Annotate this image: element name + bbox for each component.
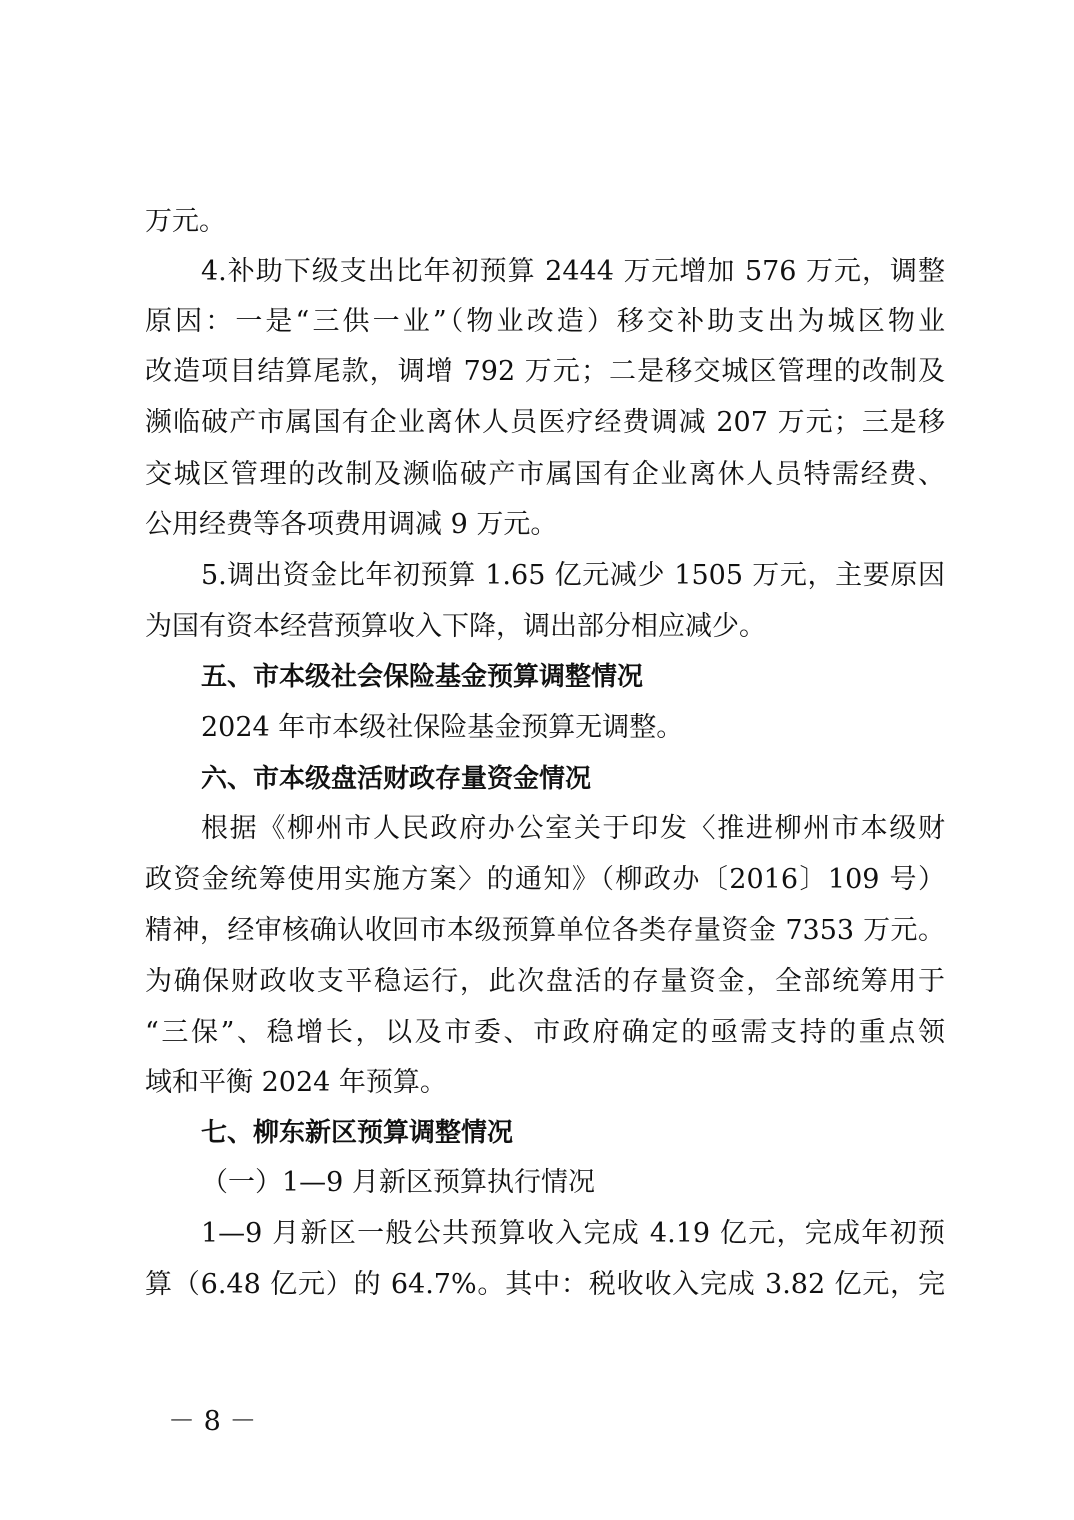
paragraph-new-district-line-2: 算（6.48 亿元）的 64.7%。其中：税收收入完成 3.82 亿元，完 xyxy=(145,1269,945,1300)
paragraph-subsidy-line-2: 原因：一是“三供一业”（物业改造）移交补助支出为城区物业 xyxy=(145,306,945,337)
paragraph-stock-funds-line-3: 精神，经审核确认收回市本级预算单位各类存量资金 7353 万元。 xyxy=(145,915,945,946)
paragraph-stock-funds-line-2: 政资金统筹使用实施方案〉的通知》（柳政办〔2016〕109 号） xyxy=(145,864,945,895)
subsection-heading-one: （一）1—9 月新区预算执行情况 xyxy=(201,1167,595,1198)
paragraph-social-insurance: 2024 年市本级社保险基金预算无调整。 xyxy=(201,712,684,743)
page-number: － 8 － xyxy=(168,1406,257,1437)
paragraph-transfer-line-1: 5.调出资金比年初预算 1.65 亿元减少 1505 万元，主要原因 xyxy=(201,560,945,591)
paragraph-stock-funds-line-5: “三保”、稳增长，以及市委、市政府确定的亟需支持的重点领 xyxy=(145,1017,945,1048)
paragraph-subsidy-line-5: 交城区管理的改制及濒临破产市属国有企业离休人员特需经费、 xyxy=(145,459,945,490)
paragraph-subsidy-line-6: 公用经费等各项费用调减 9 万元。 xyxy=(145,509,558,540)
paragraph-stock-funds-line-1: 根据《柳州市人民政府办公室关于印发〈推进柳州市本级财 xyxy=(201,813,945,844)
text-line-continuation: 万元。 xyxy=(145,206,226,237)
paragraph-subsidy-line-1: 4.补助下级支出比年初预算 2444 万元增加 576 万元，调整 xyxy=(201,256,945,287)
section-heading-five: 五、市本级社会保险基金预算调整情况 xyxy=(201,662,644,692)
paragraph-new-district-line-1: 1—9 月新区一般公共预算收入完成 4.19 亿元，完成年初预 xyxy=(201,1218,945,1249)
paragraph-stock-funds-line-6: 域和平衡 2024 年预算。 xyxy=(145,1067,447,1098)
paragraph-stock-funds-line-4: 为确保财政收支平稳运行，此次盘活的存量资金，全部统筹用于 xyxy=(145,966,945,997)
section-heading-seven: 七、柳东新区预算调整情况 xyxy=(201,1118,514,1148)
paragraph-subsidy-line-3: 改造项目结算尾款，调增 792 万元；二是移交城区管理的改制及 xyxy=(145,356,945,387)
section-heading-six: 六、市本级盘活财政存量资金情况 xyxy=(201,764,592,794)
paragraph-transfer-line-2: 为国有资本经营预算收入下降，调出部分相应减少。 xyxy=(145,611,766,642)
paragraph-subsidy-line-4: 濒临破产市属国有企业离休人员医疗经费调减 207 万元；三是移 xyxy=(145,407,945,438)
